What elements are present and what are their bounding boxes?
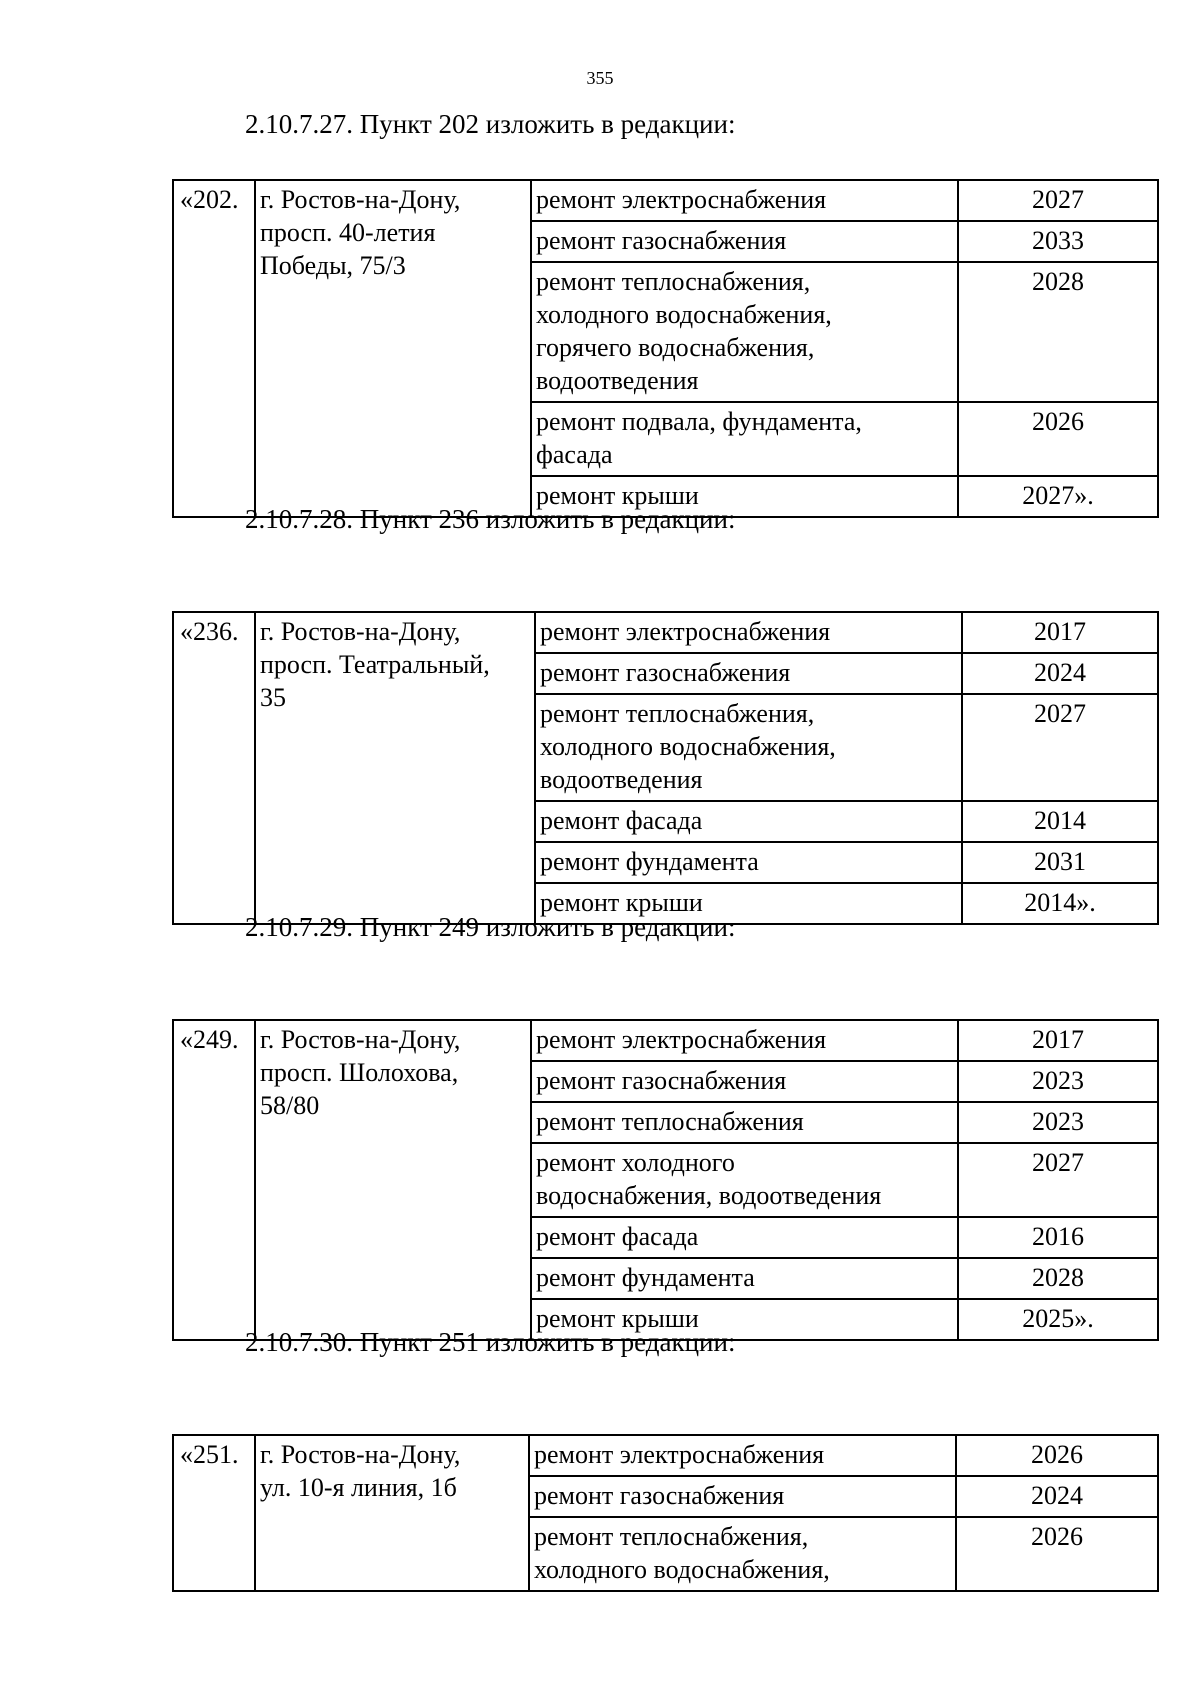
work-type-line: фасада	[536, 440, 613, 469]
work-type-line: горячего водоснабжения,	[536, 333, 815, 362]
work-type-cell	[531, 1102, 958, 1143]
amendment-table	[172, 179, 1159, 518]
address-line: просп. Шолохова,	[260, 1058, 459, 1087]
section-heading: 2.10.7.30. Пункт 251 изложить в редакции:	[245, 1327, 736, 1357]
work-type-line: ремонт теплоснабжения,	[536, 267, 811, 296]
address-cell	[255, 180, 531, 517]
work-type-cell	[531, 1143, 958, 1217]
address-cell	[255, 612, 535, 924]
work-type-line: ремонт теплоснабжения,	[534, 1522, 809, 1551]
work-type-line: ремонт электроснабжения	[540, 617, 831, 646]
work-type-cell	[535, 612, 962, 653]
work-type-line: ремонт газоснабжения	[534, 1481, 785, 1510]
item-number: «202.	[173, 180, 255, 517]
work-type-cell	[529, 1435, 956, 1476]
work-type-line: ремонт крыши	[540, 888, 703, 917]
year-cell: 2028	[958, 1258, 1158, 1299]
work-type-cell	[531, 402, 958, 476]
address-line: 35	[260, 683, 286, 712]
table-row	[173, 1435, 1158, 1476]
year-cell: 2023	[958, 1061, 1158, 1102]
work-type-line: ремонт фундамента	[536, 1263, 755, 1292]
work-type-line: холодного водоснабжения,	[536, 300, 832, 329]
year-cell: 2023	[958, 1102, 1158, 1143]
work-type-cell	[531, 1020, 958, 1061]
amendment-table	[172, 1019, 1159, 1341]
address-line: просп. Театральный,	[260, 650, 490, 679]
address-line: г. Ростов-на-Дону,	[260, 617, 461, 646]
work-type-line: ремонт фундамента	[540, 847, 759, 876]
work-type-cell	[535, 842, 962, 883]
item-number: «236.	[173, 612, 255, 924]
address-cell	[255, 1020, 531, 1340]
work-type-line: ремонт теплоснабжения	[536, 1107, 804, 1136]
amendment-table	[172, 1434, 1159, 1592]
year-cell: 2025».	[958, 1299, 1158, 1340]
address-line: 58/80	[260, 1091, 320, 1120]
year-cell: 2026	[958, 402, 1158, 476]
work-type-line: ремонт холодного	[536, 1148, 735, 1177]
work-type-cell	[531, 180, 958, 221]
page-number: 355	[586, 68, 614, 88]
work-type-cell	[531, 1258, 958, 1299]
address-line: просп. 40-летия	[260, 218, 436, 247]
address-line: г. Ростов-на-Дону,	[260, 1440, 461, 1469]
section-heading: 2.10.7.29. Пункт 249 изложить в редакции:	[245, 912, 736, 942]
work-type-line: ремонт газоснабжения	[536, 226, 787, 255]
work-type-cell	[529, 1476, 956, 1517]
section-heading: 2.10.7.27. Пункт 202 изложить в редакции:	[245, 109, 736, 139]
table-row	[173, 180, 1158, 221]
work-type-line: ремонт фасада	[540, 806, 703, 835]
table-row	[173, 1020, 1158, 1061]
year-cell: 2024	[956, 1476, 1158, 1517]
work-type-line: водоотведения	[540, 765, 703, 794]
work-type-line: водоотведения	[536, 366, 699, 395]
work-type-line: ремонт электроснабжения	[534, 1440, 825, 1469]
year-cell: 2016	[958, 1217, 1158, 1258]
address-line: Победы, 75/3	[260, 251, 406, 280]
item-number: «251.	[173, 1435, 255, 1591]
year-cell: 2024	[962, 653, 1158, 694]
work-type-line: водоснабжения, водоотведения	[536, 1181, 882, 1210]
year-cell: 2027	[958, 180, 1158, 221]
work-type-line: ремонт крыши	[536, 1304, 699, 1333]
item-number: «249.	[173, 1020, 255, 1340]
amendment-table	[172, 611, 1159, 925]
work-type-cell	[531, 221, 958, 262]
year-cell: 2017	[962, 612, 1158, 653]
year-cell: 2026	[956, 1517, 1158, 1591]
work-type-cell	[535, 801, 962, 842]
work-type-line: ремонт крыши	[536, 481, 699, 510]
year-cell: 2031	[962, 842, 1158, 883]
work-type-cell	[535, 653, 962, 694]
year-cell: 2017	[958, 1020, 1158, 1061]
work-type-cell	[531, 262, 958, 402]
address-line: г. Ростов-на-Дону,	[260, 185, 461, 214]
work-type-cell	[529, 1517, 956, 1591]
section-heading: 2.10.7.28. Пункт 236 изложить в редакции:	[245, 504, 736, 534]
work-type-line: ремонт газоснабжения	[540, 658, 791, 687]
year-cell: 2027».	[958, 476, 1158, 517]
address-line: ул. 10-я линия, 1б	[260, 1473, 457, 1502]
work-type-line: холодного водоснабжения,	[534, 1555, 830, 1584]
address-cell	[255, 1435, 529, 1591]
work-type-line: ремонт фасада	[536, 1222, 699, 1251]
work-type-cell	[531, 1217, 958, 1258]
year-cell: 2033	[958, 221, 1158, 262]
table-row	[173, 612, 1158, 653]
work-type-line: ремонт газоснабжения	[536, 1066, 787, 1095]
year-cell: 2027	[962, 694, 1158, 801]
year-cell: 2027	[958, 1143, 1158, 1217]
work-type-line: ремонт электроснабжения	[536, 1025, 827, 1054]
year-cell: 2028	[958, 262, 1158, 402]
work-type-cell	[531, 1061, 958, 1102]
work-type-line: ремонт подвала, фундамента,	[536, 407, 862, 436]
work-type-line: ремонт электроснабжения	[536, 185, 827, 214]
year-cell: 2014».	[962, 883, 1158, 924]
year-cell: 2014	[962, 801, 1158, 842]
year-cell: 2026	[956, 1435, 1158, 1476]
work-type-line: ремонт теплоснабжения,	[540, 699, 815, 728]
address-line: г. Ростов-на-Дону,	[260, 1025, 461, 1054]
work-type-cell	[535, 694, 962, 801]
work-type-line: холодного водоснабжения,	[540, 732, 836, 761]
